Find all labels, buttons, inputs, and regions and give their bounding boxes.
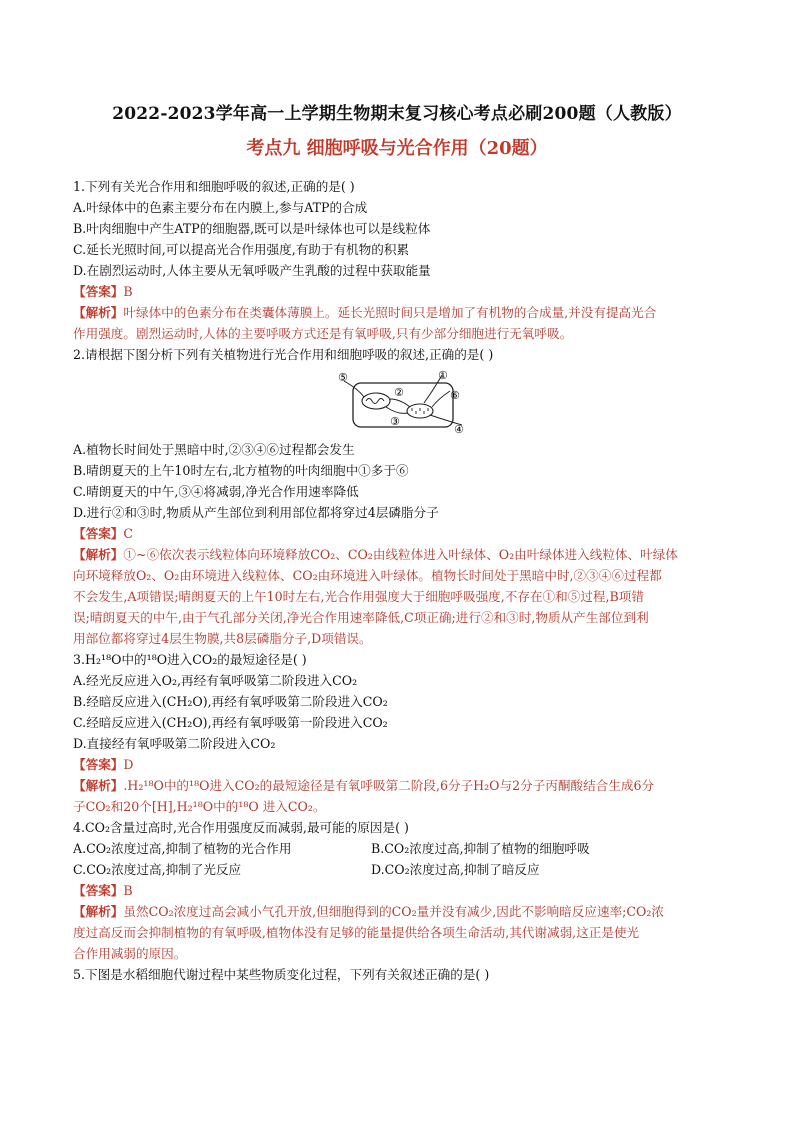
question-4-option-c: C.CO₂浓度过高,抑制了光反应 <box>73 862 242 877</box>
question-1-analysis-line: 作用强度。剧烈运动时,人体的主要呼吸方式还是有氧呼吸,只有少部分细胞进行无氧呼吸。 <box>73 326 573 341</box>
question-1-option-d: D.在剧烈运动时,人体主要从无氧呼吸产生乳酸的过程中获取能量 <box>73 263 431 278</box>
diagram-label-3: ③ <box>390 415 400 428</box>
answer-tag: 【答案】 <box>73 284 124 299</box>
question-2-answer <box>73 523 728 544</box>
diagram-label-5: ⑤ <box>338 371 348 384</box>
analysis-text: 虽然CO₂浓度过高会减小气孔开放,但细胞得到的CO₂量并没有减少,因此不影响暗反应速率;CO₂浓 <box>123 904 665 919</box>
question-1-option-c: C.延长光照时间,可以提高光合作用强度,有助于有机物的积累 <box>73 242 410 257</box>
question-list <box>73 176 728 985</box>
diagram-label-2: ② <box>394 386 404 399</box>
question-2-option-c: C.晴朗夏天的中午,③④将减弱,净光合作用速率降低 <box>73 484 359 499</box>
diagram-label-6: ⑥ <box>450 389 460 402</box>
analysis-text: ①~⑥依次表示线粒体向环境释放CO₂、CO₂由线粒体进入叶绿体、O₂由叶绿体进入线粒体、叶绿体 <box>123 547 678 562</box>
cell-diagram-svg <box>338 369 468 435</box>
question-2-option-a: A.植物长时间处于黑暗中时,②③④⑥过程都会发生 <box>73 442 355 457</box>
question-1-stem: 1.下列有关光合作用和细胞呼吸的叙述,正确的是( ) <box>73 179 355 194</box>
question-2-option-d: D.进行②和③时,物质从产生部位到利用部位都将穿过4层磷脂分子 <box>73 505 439 520</box>
question-5-stem: 5.下图是水稻细胞代谢过程中某些物质变化过程，下列有关叙述正确的是( ) <box>73 967 490 982</box>
question-4-analysis <box>73 901 728 922</box>
section-subtitle: 考点九 细胞呼吸与光合作用（20题） <box>246 138 548 159</box>
question-3-analysis-line: 子CO₂和20个[H],H₂¹⁸O中的¹⁸O 进入CO₂。 <box>73 799 326 814</box>
diagram-label-4: ④ <box>454 423 464 435</box>
analysis-text: .H₂¹⁸O中的¹⁸O进入CO₂的最短途径是有氧呼吸第二阶段,6分子H₂O与2分子丙酮酸结合生成6分 <box>123 778 655 793</box>
question-2-analysis-line: 误;晴朗夏天的中午,由于气孔部分关闭,净光合作用速率降低,C项正确;进行②和③时,物质从产生部位到利 <box>73 610 649 625</box>
question-4-analysis-line: 合作用减弱的原因。 <box>73 946 187 961</box>
arrow-3-path <box>386 407 408 413</box>
question-3-option-c: C.经暗反应进入(CH₂O),再经有氧呼吸第一阶段进入CO₂ <box>73 715 388 730</box>
answer-tag: 【答案】 <box>73 757 124 772</box>
question-3-option-a: A.经光反应进入O₂,再经有氧呼吸第二阶段进入CO₂ <box>73 673 358 688</box>
mitochondrion-cristae <box>412 408 428 414</box>
page-title: 2022-2023学年高一上学期生物期末复习核心考点必刷200题（人教版） <box>112 104 682 124</box>
answer-value: C <box>123 526 134 541</box>
cell-diagram <box>73 369 728 435</box>
answer-value: B <box>123 284 133 299</box>
analysis-tag: 【解析】 <box>73 778 124 793</box>
question-4-option-a: A.CO₂浓度过高,抑制了植物的光合作用 <box>73 841 292 856</box>
question-4-analysis-line: 度过高反而会抑制植物的有氧呼吸,植物体没有足够的能量提供给各项生命活动,其代谢减弱,这正是使光 <box>73 925 640 940</box>
question-3-option-b: B.经暗反应进入(CH₂O),再经有氧呼吸第二阶段进入CO₂ <box>73 694 388 709</box>
question-3-answer <box>73 754 728 775</box>
diagram-label-1: ① <box>438 369 448 382</box>
question-1-answer <box>73 281 728 302</box>
analysis-text: 叶绿体中的色素分布在类囊体薄膜上。延长光照时间只是增加了有机物的合成量,并没有提高光合 <box>123 305 657 320</box>
answer-value: B <box>123 883 133 898</box>
question-2-analysis-line: 不会发生,A项错误;晴朗夏天的上午10时左右,光合作用强度大于细胞呼吸强度,不存在①和⑤过程,B项错 <box>73 589 644 604</box>
question-3-analysis <box>73 775 728 796</box>
analysis-tag: 【解析】 <box>73 547 124 562</box>
analysis-tag: 【解析】 <box>73 904 124 919</box>
answer-tag: 【答案】 <box>73 526 124 541</box>
question-2-analysis-line: 向环境释放O₂、O₂由环境进入线粒体、CO₂由环境进入叶绿体。植物长时间处于黑暗中时,②③④⑥过程都 <box>73 568 662 583</box>
question-4-option-b: B.CO₂浓度过高,抑制了植物的细胞呼吸 <box>371 841 590 856</box>
arrow-6-path <box>432 391 450 407</box>
arrow-2-path <box>390 399 410 407</box>
question-2-option-b: B.晴朗夏天的上午10时左右,北方植物的叶肉细胞中①多于⑥ <box>73 463 409 478</box>
chloroplast-grana <box>366 399 384 404</box>
question-2-analysis <box>73 544 728 565</box>
answer-value: D <box>123 757 134 772</box>
question-2-stem: 2.请根据下图分析下列有关植物进行光合作用和细胞呼吸的叙述,正确的是( ) <box>73 347 494 362</box>
question-4-options-row-1 <box>73 838 728 859</box>
answer-tag: 【答案】 <box>73 883 124 898</box>
question-1-analysis <box>73 302 728 323</box>
question-4-stem: 4.CO₂含量过高时,光合作用强度反而减弱,最可能的原因是( ) <box>73 820 409 835</box>
question-3-stem: 3.H₂¹⁸O中的¹⁸O进入CO₂的最短途径是( ) <box>73 652 307 667</box>
question-1-option-a: A.叶绿体中的色素主要分布在内膜上,参与ATP的合成 <box>73 200 368 215</box>
question-4-answer <box>73 880 728 901</box>
question-3-option-d: D.直接经有氧呼吸第二阶段进入CO₂ <box>73 736 276 751</box>
analysis-tag: 【解析】 <box>73 305 124 320</box>
question-4-options-row-2 <box>73 859 728 880</box>
question-4-option-d: D.CO₂浓度过高,抑制了暗反应 <box>371 862 540 877</box>
question-2-analysis-line: 用部位都将穿过4层生物膜,共8层磷脂分子,D项错误。 <box>73 631 372 646</box>
question-1-option-b: B.叶肉细胞中产生ATP的细胞器,既可以是叶绿体也可以是线粒体 <box>73 221 431 236</box>
